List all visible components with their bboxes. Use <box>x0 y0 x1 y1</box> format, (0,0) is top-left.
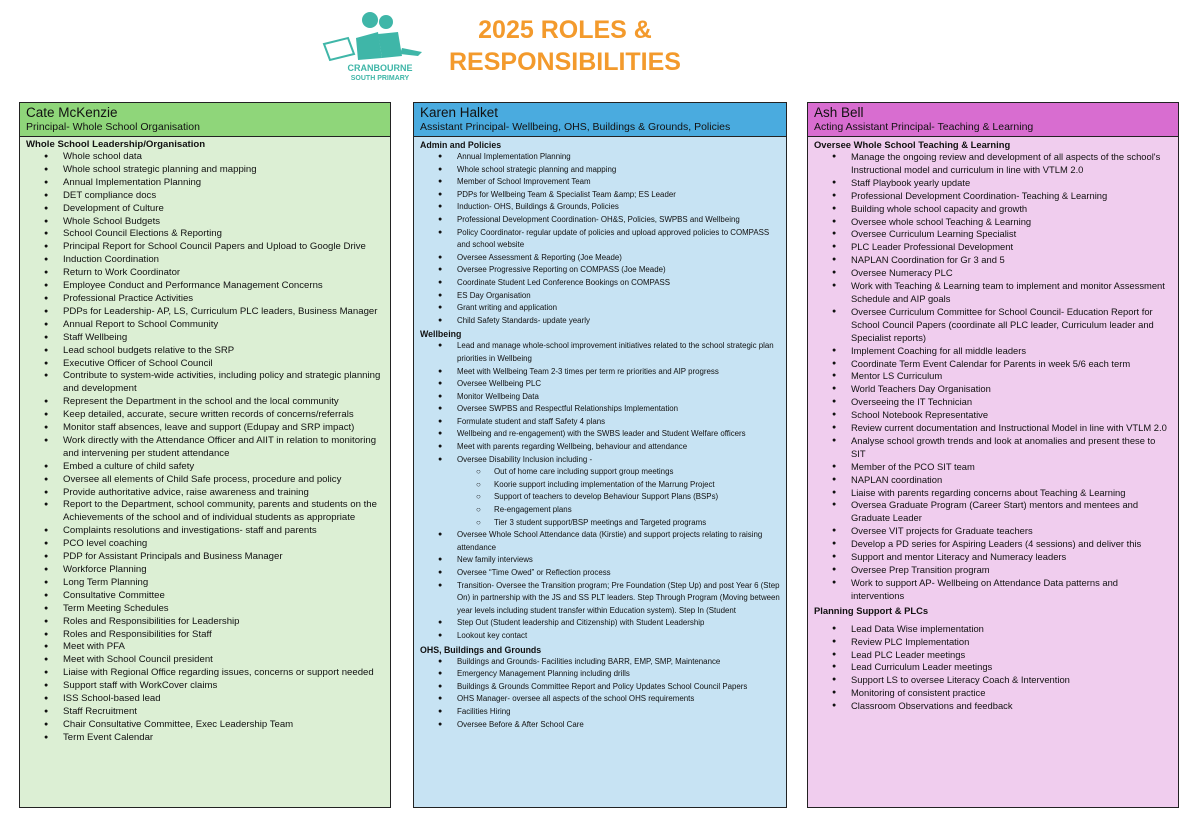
staff-role: Acting Assistant Principal- Teaching & Learning <box>814 121 1034 133</box>
list-item: ● Review PLC Implementation <box>814 636 1172 649</box>
list-item: ● Support staff with WorkCover claims <box>26 680 384 693</box>
list-item: ● Mentor LS Curriculum <box>814 370 1172 383</box>
list-item: ● Return to Work Coordinator <box>26 267 384 280</box>
list-item: ● Child Safety Standards- update yearly <box>420 315 780 328</box>
list-item: ● Step Out (Student leadership and Citizenship) with Student Leadership <box>420 617 780 630</box>
list-item: ● Liaise with Regional Office regarding issues, concerns or support needed <box>26 667 384 680</box>
list-item: ● Building whole school capacity and growth <box>814 203 1172 216</box>
list-item: ● Annual Implementation Planning <box>26 177 384 190</box>
column-body <box>414 137 786 731</box>
list-item: ● Oversee Wellbeing PLC <box>420 378 780 391</box>
list-item: ● Facilities Hiring <box>420 706 780 719</box>
section-heading: Whole School Leadership/Organisation <box>26 139 206 150</box>
list-item: ● Whole School Budgets <box>26 216 384 229</box>
staff-name: Cate McKenzie <box>26 105 118 120</box>
list-item: ● Term Event Calendar <box>26 732 384 745</box>
list-item: ● Staff Recruitment <box>26 706 384 719</box>
list-item: ● Transition- Oversee the Transition program; Pre Foundation (Step Up) and post Year 6 (Step On) in partnership with the JS and SS PLT leaders. Step Through Program (Moving between year levels including student transfer within Education system). Step In (Student <box>420 580 780 618</box>
logo-text-line2: SOUTH PRIMARY <box>350 75 410 82</box>
list-item: ● Oversee Assessment & Reporting (Joe Meade) <box>420 252 780 265</box>
list-item: ● Oversea Graduate Program (Career Start) mentors and mentees and Graduate Leader <box>814 499 1172 525</box>
list-item: ● Oversee Whole School Attendance data (Kirstie) and support projects relating to raising attendance <box>420 529 780 554</box>
list-item: ● Oversee SWPBS and Respectful Relationships Implementation <box>420 403 780 416</box>
list-item: ● Long Term Planning <box>26 577 384 590</box>
list-item: ● Employee Conduct and Performance Management Concerns <box>26 280 384 293</box>
sub-list-item: ○ Re-engagement plans <box>420 504 780 517</box>
list-item: ● Grant writing and application <box>420 302 780 315</box>
sub-list-item: ○ Koorie support including implementation of the Marrung Project <box>420 479 780 492</box>
list-item: ● Roles and Responsibilities for Staff <box>26 629 384 642</box>
list-item: ● Staff Playbook yearly update <box>814 177 1172 190</box>
list-item: ● PDPs for Wellbeing Team & Specialist Team &amp; ES Leader <box>420 189 780 202</box>
page-title-line1: 2025 ROLES & <box>478 16 652 44</box>
responsibility-list <box>814 623 1172 713</box>
list-item: ● Work with Teaching & Learning team to implement and monitor Assessment Schedule and AIP goals <box>814 280 1172 306</box>
list-item: ● Development of Culture <box>26 203 384 216</box>
staff-role: Principal- Whole School Organisation <box>26 121 200 133</box>
list-item: ● OHS Manager- oversee all aspects of the school OHS requirements <box>420 693 780 706</box>
list-item: ● Oversee Before & After School Care <box>420 719 780 732</box>
sub-list-item: ○ Out of home care including support group meetings <box>420 466 780 479</box>
page-title-line2: RESPONSIBILITIES <box>449 48 681 76</box>
list-item: ● Whole school strategic planning and mapping <box>26 164 384 177</box>
list-item: ● Professional Development Coordination- Teaching & Learning <box>814 190 1172 203</box>
list-item: ● Lead Data Wise implementation <box>814 623 1172 636</box>
list-item: ● Report to the Department, school community, parents and students on the Achievements of the school and of individual students as appropriate <box>26 499 384 525</box>
list-item: ● Complaints resolutions and investigations- staff and parents <box>26 525 384 538</box>
list-item: ● Meet with PFA <box>26 641 384 654</box>
list-item: ● Oversee Curriculum Committee for School Council- Education Report for School Council Papers (coordinate all PLC leader, Curriculum leader and Specialist reports) <box>814 306 1172 345</box>
list-item: ● Consultative Committee <box>26 590 384 603</box>
list-item: ● School Council Elections & Reporting <box>26 228 384 241</box>
list-item: ● Liaise with parents regarding concerns about Teaching & Learning <box>814 487 1172 500</box>
list-item: ● Work directly with the Attendance Officer and AIIT in relation to monitoring and intervening per student attendance <box>26 435 384 461</box>
list-item: ● Emergency Management Planning including drills <box>420 668 780 681</box>
list-item: ● Embed a culture of child safety <box>26 461 384 474</box>
list-item: ● Analyse school growth trends and look at anomalies and present these to SIT <box>814 435 1172 461</box>
list-item: ● Lookout key contact <box>420 630 780 643</box>
responsibility-list <box>814 151 1172 603</box>
list-item: ● PLC Leader Professional Development <box>814 241 1172 254</box>
list-item: ● Monitor staff absences, leave and support (Edupay and SRP impact) <box>26 422 384 435</box>
list-item: ● Monitor Wellbeing Data <box>420 391 780 404</box>
list-item: ● Contribute to system-wide activities, including policy and strategic planning and development <box>26 370 384 396</box>
list-item: ● Principal Report for School Council Papers and Upload to Google Drive <box>26 241 384 254</box>
responsibility-list <box>26 151 384 745</box>
staff-name: Ash Bell <box>814 105 864 120</box>
list-item: ● Lead school budgets relative to the SRP <box>26 345 384 358</box>
list-item: ● Professional Practice Activities <box>26 293 384 306</box>
list-item: ● ES Day Organisation <box>420 290 780 303</box>
list-item: ● Meet with parents regarding Wellbeing, behaviour and attendance <box>420 441 780 454</box>
list-item: ● Buildings and Grounds- Facilities including BARR, EMP, SMP, Maintenance <box>420 656 780 669</box>
list-item: ● PDPs for Leadership- AP, LS, Curriculum PLC leaders, Business Manager <box>26 306 384 319</box>
list-item: ● Professional Development Coordination- OH&S, Policies, SWPBS and Wellbeing <box>420 214 780 227</box>
list-item: ● New family interviews <box>420 554 780 567</box>
responsibility-sublist <box>420 466 780 529</box>
list-item: ● Provide authoritative advice, raise awareness and training <box>26 487 384 500</box>
list-item: ● Annual Report to School Community <box>26 319 384 332</box>
list-item: ● Staff Wellbeing <box>26 332 384 345</box>
list-item: ● Support LS to oversee Literacy Coach & Intervention <box>814 674 1172 687</box>
column-body <box>20 137 390 745</box>
list-item: ● Buildings & Grounds Committee Report and Policy Updates School Council Papers <box>420 681 780 694</box>
list-item: ● PCO level coaching <box>26 538 384 551</box>
list-item: ● Formulate student and staff Safety 4 plans <box>420 416 780 429</box>
list-item: ● Oversee all elements of Child Safe process, procedure and policy <box>26 474 384 487</box>
list-item: ● World Teachers Day Organisation <box>814 383 1172 396</box>
list-item: ● Policy Coordinator- regular update of policies and upload approved policies to COMPASS and school website <box>420 227 780 252</box>
list-item: ● Manage the ongoing review and development of all aspects of the school's Instructional model and curriculum in line with VTLM 2.0 <box>814 151 1172 177</box>
list-item: ● Workforce Planning <box>26 564 384 577</box>
list-item: ● Roles and Responsibilities for Leadership <box>26 616 384 629</box>
page-header <box>0 0 1200 98</box>
section-heading: Admin and Policies <box>420 140 502 150</box>
list-item: ● Oversee Numeracy PLC <box>814 267 1172 280</box>
school-logo <box>318 8 430 84</box>
list-item: ● Coordinate Student Led Conference Bookings on COMPASS <box>420 277 780 290</box>
list-item: ● Oversee Prep Transition program <box>814 564 1172 577</box>
list-item: ● Represent the Department in the school and the local community <box>26 396 384 409</box>
list-item: ● Overseeing the IT Technician <box>814 396 1172 409</box>
list-item: ● Review current documentation and Instructional Model in line with VTLM 2.0 <box>814 422 1172 435</box>
column-karen-halket <box>413 102 787 808</box>
section-heading: Oversee Whole School Teaching & Learning <box>814 139 1011 150</box>
list-item: ● ISS School-based lead <box>26 693 384 706</box>
column-header <box>414 103 786 137</box>
list-item: ● Member of the PCO SIT team <box>814 461 1172 474</box>
responsibility-list <box>420 656 780 732</box>
list-item: ● Develop a PD series for Aspiring Leaders (4 sessions) and deliver this <box>814 538 1172 551</box>
list-item: ● Oversee VIT projects for Graduate teachers <box>814 525 1172 538</box>
page-title <box>440 14 690 78</box>
list-item: ● Classroom Observations and feedback <box>814 700 1172 713</box>
sub-list-item: ○ Support of teachers to develop Behaviour Support Plans (BSPs) <box>420 491 780 504</box>
list-item: ● Executive Officer of School Council <box>26 358 384 371</box>
column-body <box>808 137 1178 713</box>
list-item: ● Work to support AP- Wellbeing on Attendance Data patterns and interventions <box>814 577 1172 603</box>
list-item: ● Member of School Improvement Team <box>420 176 780 189</box>
responsibility-list <box>420 340 780 466</box>
list-item: ● Term Meeting Schedules <box>26 603 384 616</box>
column-cate-mckenzie <box>19 102 391 808</box>
list-item: ● Oversee Curriculum Learning Specialist <box>814 228 1172 241</box>
children-reading-logo-icon <box>318 8 430 84</box>
list-item: ● Support and mentor Literacy and Numeracy leaders <box>814 551 1172 564</box>
section-heading: Wellbeing <box>420 329 462 340</box>
section-heading: OHS, Buildings and Grounds <box>420 644 542 655</box>
column-header <box>20 103 390 137</box>
list-item: ● Induction- OHS, Buildings & Grounds, Policies <box>420 201 780 214</box>
list-item: ● Coordinate Term Event Calendar for Parents in week 5/6 each term <box>814 358 1172 371</box>
list-item: ● Chair Consultative Committee, Exec Leadership Team <box>26 719 384 732</box>
list-item: ● NAPLAN coordination <box>814 474 1172 487</box>
list-item: ● School Notebook Representative <box>814 409 1172 422</box>
list-item: ● Implement Coaching for all middle leaders <box>814 345 1172 358</box>
list-item: ● PDP for Assistant Principals and Business Manager <box>26 551 384 564</box>
column-header <box>808 103 1178 137</box>
responsibility-list <box>420 529 780 642</box>
list-item: ● Oversee Progressive Reporting on COMPASS (Joe Meade) <box>420 264 780 277</box>
list-item: ● NAPLAN Coordination for Gr 3 and 5 <box>814 254 1172 267</box>
list-item: ● Wellbeing and re-engagement) with the SWBS leader and Student Welfare officers <box>420 428 780 441</box>
list-item: ● Whole school strategic planning and mapping <box>420 164 780 177</box>
list-item: ● Meet with Wellbeing Team 2-3 times per term re priorities and AIP progress <box>420 366 780 379</box>
list-item: ● Meet with School Council president <box>26 654 384 667</box>
sub-list-item: ○ Tier 3 student support/BSP meetings and Targeted programs <box>420 517 780 530</box>
list-item: ● Lead and manage whole-school improvement initiatives related to the school strategic plan priorities in Wellbeing <box>420 340 780 365</box>
list-item: ● Induction Coordination <box>26 254 384 267</box>
staff-role: Assistant Principal- Wellbeing, OHS, Buildings & Grounds, Policies <box>420 121 731 133</box>
list-item: ● Annual Implementation Planning <box>420 151 780 164</box>
logo-text-line1: CRANBOURNE <box>347 63 413 73</box>
list-item: ● Oversee “Time Owed” or Reflection process <box>420 567 780 580</box>
staff-name: Karen Halket <box>420 105 499 120</box>
list-item: ● DET compliance docs <box>26 190 384 203</box>
list-item: ● Oversee Disability Inclusion including - <box>420 454 780 467</box>
responsibility-list <box>420 151 780 327</box>
list-item: ● Lead PLC Leader meetings <box>814 649 1172 662</box>
list-item: ● Whole school data <box>26 151 384 164</box>
column-ash-bell <box>807 102 1179 808</box>
list-item: ● Monitoring of consistent practice <box>814 687 1172 700</box>
list-item: ● Keep detailed, accurate, secure written records of concerns/referrals <box>26 409 384 422</box>
list-item: ● Lead Curriculum Leader meetings <box>814 661 1172 674</box>
list-item: ● Oversee whole school Teaching & Learning <box>814 216 1172 229</box>
section-heading: Planning Support & PLCs <box>814 604 929 616</box>
